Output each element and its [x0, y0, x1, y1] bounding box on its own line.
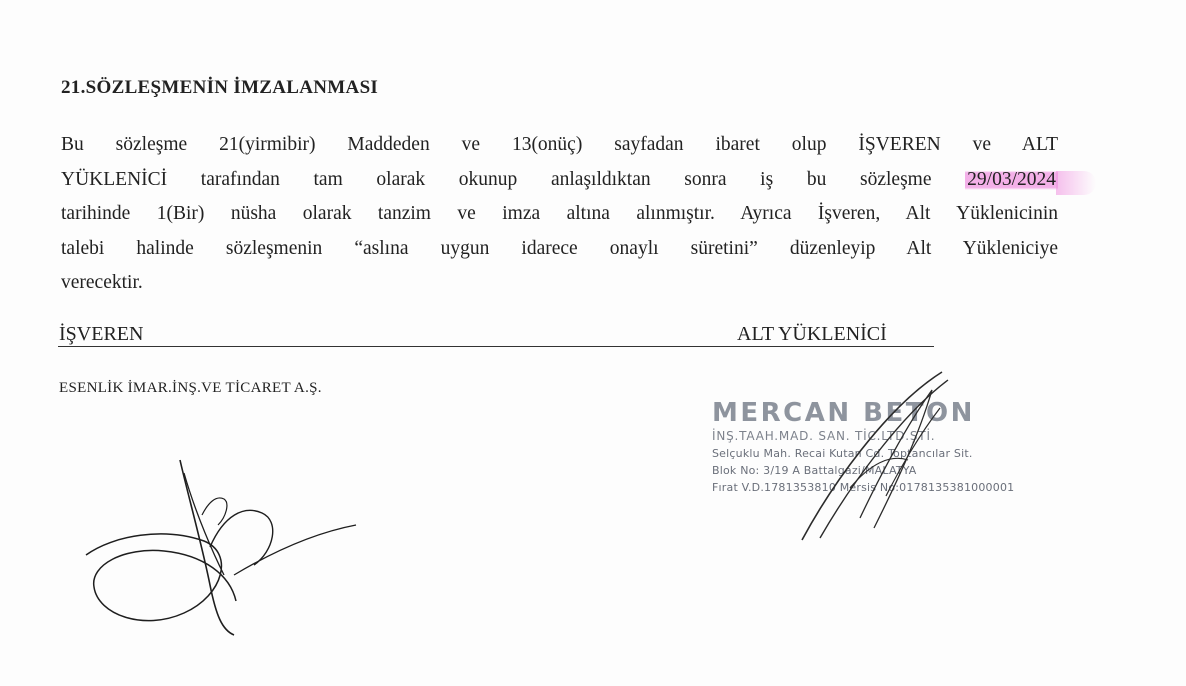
- employer-signature: [84, 455, 374, 640]
- employer-company-name: ESENLİK İMAR.İNŞ.VE TİCARET A.Ş.: [59, 380, 322, 396]
- highlighted-date: 29/03/2024: [967, 168, 1056, 190]
- employer-label: İŞVEREN: [59, 323, 144, 345]
- paragraph-line-2-text: YÜKLENİCİ tarafından tam olarak okunup anlaşıldıktan sonra iş bu sözleşme: [61, 168, 966, 190]
- paragraph-line-3: tarihinde 1(Bir) nüsha olarak tanzim ve imza altına alınmıştır. Ayrıca İşveren, Alt Yüklenicinin: [61, 203, 1058, 224]
- highlighter-stroke: [1056, 171, 1096, 195]
- body-paragraph: [61, 128, 1058, 301]
- stamp-line-1: İNŞ.TAAH.MAD. SAN. TİC.LTD.ŞTİ.: [712, 429, 936, 443]
- company-stamp: [712, 398, 1015, 528]
- signature-underline: [58, 346, 934, 347]
- paragraph-line-5: verecektir.: [61, 272, 143, 293]
- paragraph-line-1: Bu sözleşme 21(yirmibir) Maddeden ve 13(onüç) sayfadan ibaret olup İŞVEREN ve ALT: [61, 134, 1058, 155]
- stamp-line-4: Fırat V.D.1781353810 Mersis No:0178135381000001: [712, 481, 1015, 494]
- stamp-brand: MERCAN BETON: [712, 398, 975, 428]
- section-heading: 21.SÖZLEŞMENİN İMZALANMASI: [61, 77, 379, 98]
- paragraph-line-2: [61, 163, 1058, 198]
- paragraph-line-4: talebi halinde sözleşmenin “aslına uygun idarece onaylı süretini” düzenleyip Alt Yükleniciye: [61, 237, 1058, 259]
- stamp-line-2: Selçuklu Mah. Recai Kutan Cd. Toptancılar Sit.: [712, 447, 973, 460]
- stamp-line-3: Blok No: 3/19 A Battalgazi/MALATYA: [712, 464, 917, 477]
- subcontractor-label: ALT YÜKLENİCİ: [737, 323, 887, 345]
